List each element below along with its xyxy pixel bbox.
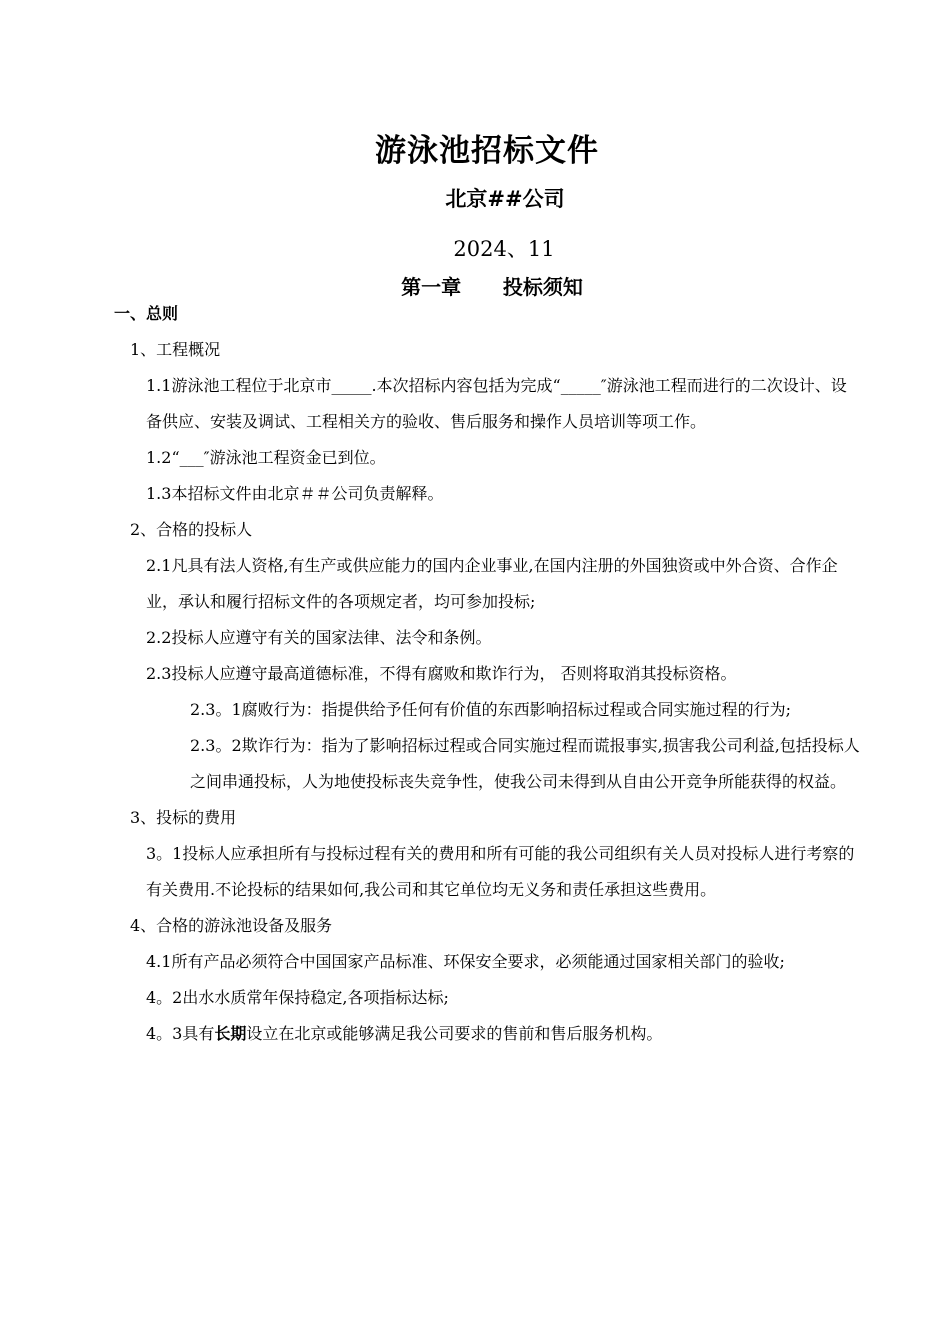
item-heading: 1、工程概况 <box>130 340 221 359</box>
paragraph: 2.3投标人应遵守最高道德标准，不得有腐败和欺诈行为， 否则将取消其投标资格。 <box>146 664 737 683</box>
paragraph: 4.1所有产品必须符合中国国家产品标准、环保安全要求，必须能通过国家相关部门的验收; <box>146 952 785 971</box>
paragraph: 3。1投标人应承担所有与投标过程有关的费用和所有可能的我公司组织有关人员对投标人进行考察的有关费用.不论投标的结果如何,我公司和其它单位均无义务和责任承担这些费用。 <box>146 844 855 899</box>
paragraph: 1.1游泳池工程位于北京市_____.本次招标内容包括为完成“_____″游泳池工程而进行的二次设计、设备供应、安装及调试、工程相关方的验收、售后服务和操作人员培训等项工作。 <box>146 376 847 431</box>
emphasis-text: 长期 <box>214 1024 247 1043</box>
company-name: 北京##公司 <box>445 187 565 211</box>
item-heading: 4、合格的游泳池设备及服务 <box>130 916 333 935</box>
paragraph: 1.2“___″游泳池工程资金已到位。 <box>146 448 386 467</box>
paragraph-text: 设立在北京或能够满足我公司要求的售前和售后服务机构。 <box>246 1024 663 1043</box>
document-body <box>0 296 950 1052</box>
paragraph: 2.1凡具有法人资格,有生产或供应能力的国内企业事业,在国内注册的外国独资或中外合资、合作企业，承认和履行招标文件的各项规定者，均可参加投标; <box>146 556 838 611</box>
paragraph-text: 4。3具有 <box>146 1024 215 1043</box>
chapter-heading: 第一章 投标须知 <box>401 275 583 299</box>
paragraph <box>0 1016 950 1052</box>
item-heading: 2、合格的投标人 <box>130 520 253 539</box>
document-date: 2024、11 <box>453 237 555 261</box>
item-heading: 3、投标的费用 <box>130 808 237 827</box>
sub-paragraph: 2.3。1腐败行为：指提供给予任何有价值的东西影响招标过程或合同实施过程的行为; <box>190 700 792 719</box>
section-heading: 一、总则 <box>114 304 179 323</box>
paragraph: 1.3本招标文件由北京＃＃公司负责解释。 <box>146 484 444 503</box>
sub-paragraph: 2.3。2欺诈行为：指为了影响招标过程或合同实施过程而谎报事实,损害我公司利益,包括投标人之间串通投标，人为地使投标丧失竞争性，使我公司未得到从自由公开竞争所能获得的权益。 <box>190 736 860 791</box>
document-title: 游泳池招标文件 <box>375 133 599 169</box>
paragraph: 2.2投标人应遵守有关的国家法律、法令和条例。 <box>146 628 492 647</box>
paragraph: 4。2出水水质常年保持稳定,各项指标达标; <box>146 988 449 1007</box>
